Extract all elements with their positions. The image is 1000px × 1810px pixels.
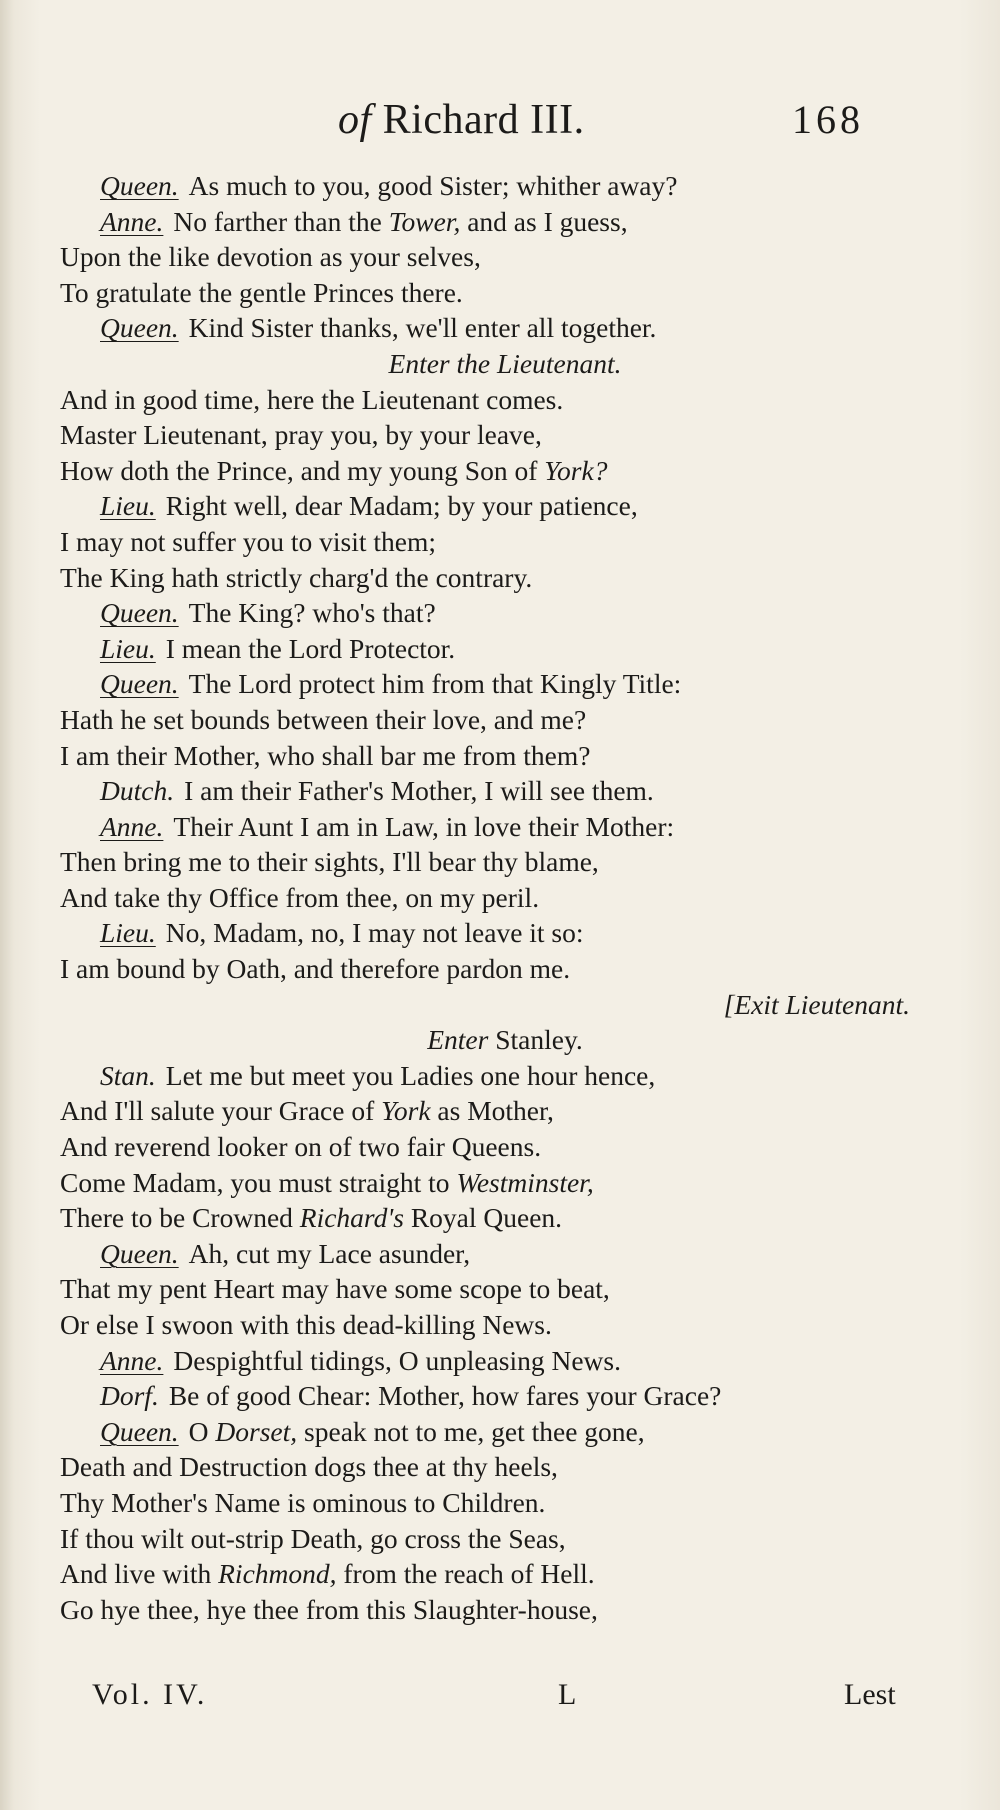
signature-mark: L — [558, 1678, 577, 1711]
text-line — [60, 1093, 910, 1129]
verse-text: speak not to me, get thee gone, — [297, 1415, 645, 1447]
text-line — [60, 773, 910, 809]
italic-name: Richard's — [299, 1202, 404, 1234]
speaker-name: Queen. — [100, 1415, 179, 1447]
page-number: 168 — [792, 97, 864, 142]
stage-direction-exit: [Exit Lieutenant. — [723, 988, 910, 1020]
verse-text: Be of good Chear: Mother, how fares your Grace? — [168, 1380, 722, 1412]
verse-text: and as I guess, — [460, 205, 628, 237]
verse-text: And in good time, here the Lieutenant comes. — [60, 383, 564, 415]
verse-text: And live with — [60, 1558, 219, 1590]
text-line — [60, 1378, 910, 1414]
verse-text: There to be Crowned — [60, 1202, 300, 1234]
catchword: Lest — [844, 1678, 896, 1711]
speaker-name: Queen. — [100, 668, 179, 700]
verse-text: Upon the like devotion as your selves, — [60, 241, 481, 273]
verse-text: Or else I swoon with this dead-killing News. — [60, 1309, 552, 1340]
play-text — [60, 168, 910, 1627]
text-line — [60, 1165, 910, 1201]
verse-text: Their Aunt I am in Law, in love their Mother: — [173, 810, 675, 842]
text-line — [60, 1343, 910, 1379]
speaker-name: Anne. — [100, 205, 164, 237]
stage-direction-name: Stanley. — [488, 1024, 583, 1056]
italic-name: York — [381, 1095, 431, 1127]
text-line — [60, 1058, 910, 1094]
verse-text: The King hath strictly charg'd the contrary. — [60, 561, 533, 593]
verse-text: I am bound by Oath, and therefore pardon me. — [60, 953, 571, 985]
verse-text: Master Lieutenant, pray you, by your leave, — [60, 419, 542, 451]
verse-text: Right well, dear Madam; by your patience, — [165, 490, 638, 522]
verse-text: Let me but meet you Ladies one hour hence, — [165, 1059, 656, 1091]
text-line — [60, 809, 910, 845]
verse-text: No farther than the — [173, 205, 389, 237]
volume-mark: Vol. IV. — [92, 1678, 208, 1711]
text-line — [60, 1022, 910, 1058]
text-line — [60, 488, 910, 524]
verse-text: To gratulate the gentle Princes there. — [60, 276, 463, 308]
running-title-of: of — [338, 97, 372, 143]
verse-text: from the reach of Hell. — [336, 1558, 595, 1590]
verse-text: Death and Destruction dogs thee at thy heels, — [60, 1451, 558, 1483]
text-line — [60, 1592, 910, 1628]
speaker-name: Dutch. — [100, 775, 175, 807]
speaker-name: Stan. — [100, 1059, 156, 1091]
text-line — [60, 346, 910, 382]
verse-text: The King? who's that? — [188, 597, 436, 629]
verse-text: I am their Father's Mother, I will see them. — [184, 775, 654, 807]
text-line — [60, 666, 910, 702]
text-line — [60, 204, 910, 240]
verse-text: I am their Mother, who shall bar me from them? — [60, 739, 591, 771]
page-footer — [0, 1678, 1000, 1718]
verse-text: Ah, cut my Lace asunder, — [188, 1237, 471, 1269]
text-line — [60, 631, 910, 667]
verse-text: If thou wilt out-strip Death, go cross the Seas, — [60, 1522, 566, 1554]
text-line — [60, 275, 910, 311]
verse-text: Go hye thee, hye thee from this Slaughter-house, — [60, 1593, 598, 1625]
speaker-name: Dorf. — [100, 1380, 159, 1412]
italic-name: Westminster, — [456, 1166, 594, 1198]
verse-text: No, Madam, no, I may not leave it so: — [165, 917, 584, 949]
running-title — [338, 96, 585, 144]
speaker-name: Queen. — [100, 170, 179, 201]
verse-text: Despightful tidings, O unpleasing News. — [173, 1344, 621, 1376]
text-line — [60, 987, 910, 1023]
verse-text: Hath he set bounds between their love, and me? — [60, 703, 587, 735]
text-line — [60, 310, 910, 346]
verse-text: And take thy Office from thee, on my peril. — [60, 881, 540, 913]
text-line — [60, 844, 910, 880]
speaker-name: Lieu. — [100, 632, 156, 664]
text-line — [60, 1449, 910, 1485]
text-line — [60, 738, 910, 774]
verse-text: Thy Mother's Name is ominous to Children. — [60, 1486, 546, 1518]
text-line — [60, 702, 910, 738]
speaker-name: Anne. — [100, 1344, 164, 1376]
verse-text: And reverend looker on of two fair Queens. — [60, 1131, 542, 1163]
verse-text: O — [188, 1415, 216, 1447]
speaker-name: Lieu. — [100, 490, 156, 522]
text-line — [60, 524, 910, 560]
text-line — [60, 1556, 910, 1592]
running-title-name: Richard III. — [371, 97, 585, 143]
text-line — [60, 560, 910, 596]
verse-text: That my pent Heart may have some scope to beat, — [60, 1273, 610, 1305]
text-line — [60, 417, 910, 453]
italic-name: Tower, — [388, 205, 461, 237]
text-line — [60, 1521, 910, 1557]
text-line — [60, 595, 910, 631]
page-header — [0, 96, 1000, 148]
stage-direction-enter: Enter — [427, 1024, 489, 1056]
verse-text: Then bring me to their sights, I'll bear thy blame, — [60, 846, 599, 878]
speaker-name: Anne. — [100, 810, 164, 842]
text-line — [60, 382, 910, 418]
verse-text: Kind Sister thanks, we'll enter all together. — [188, 312, 657, 344]
verse-text: I may not suffer you to visit them; — [60, 525, 437, 557]
text-line — [60, 1307, 910, 1343]
text-line — [60, 951, 910, 987]
text-line — [60, 1485, 910, 1521]
verse-text: And I'll salute your Grace of — [60, 1095, 382, 1127]
text-line — [60, 239, 910, 275]
stage-direction: Enter the Lieutenant. — [388, 347, 622, 379]
text-line — [60, 880, 910, 916]
text-line — [60, 915, 910, 951]
speaker-name: Queen. — [100, 312, 179, 344]
verse-text: Come Madam, you must straight to — [60, 1166, 457, 1198]
text-line — [60, 168, 910, 204]
verse-text: I mean the Lord Protector. — [165, 632, 456, 664]
text-line — [60, 1414, 910, 1450]
italic-name: Richmond, — [218, 1558, 337, 1590]
verse-text: Royal Queen. — [403, 1202, 563, 1234]
verse-text: The Lord protect him from that Kingly Title: — [188, 668, 682, 700]
verse-text: How doth the Prince, and my young Son of — [60, 454, 545, 486]
text-line — [60, 1236, 910, 1272]
text-line — [60, 453, 910, 489]
text-line — [60, 1271, 910, 1307]
verse-text: As much to you, good Sister; whither away? — [188, 170, 678, 201]
speaker-name: Queen. — [100, 597, 179, 629]
italic-name: Dorset, — [215, 1415, 298, 1447]
speaker-name: Lieu. — [100, 917, 156, 949]
text-line — [60, 1129, 910, 1165]
italic-name: York? — [544, 454, 608, 486]
text-line — [60, 1200, 910, 1236]
speaker-name: Queen. — [100, 1237, 179, 1269]
verse-text: as Mother, — [430, 1095, 554, 1127]
